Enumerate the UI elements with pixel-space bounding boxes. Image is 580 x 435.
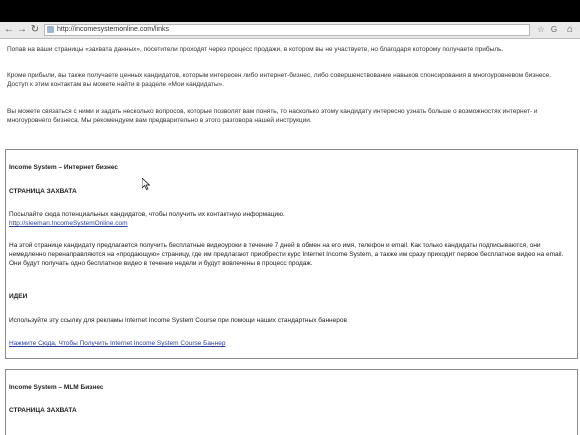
site-icon [47, 26, 54, 33]
back-button[interactable]: ← [4, 24, 14, 35]
capture-description: На этой странице кандидату предлагается получить бесплатные видеоуроки в течение 7 дней в обмен на его имя, телефон и email. Как только кандидаты подписываются, они немедленно перенаправляются на «продающую» страницу, где им предлагают приобрести курс Internet Income System, а также им сразу приходит первое бесплатное видео на email. Они будут получать одно бесплатное видео в течение недели и будут вовлечены в процесс продаж. [9, 242, 564, 267]
capture-text: Посылайте сюда потенциальных кандидатов, чтобы получить их контактную информацию. [9, 211, 285, 218]
income-system-internet-card [5, 149, 578, 359]
capture-heading: СТРАНИЦА ЗАХВАТА [9, 407, 77, 414]
google-icon[interactable]: G [550, 25, 558, 34]
capture-link[interactable]: http://sleeman.IncomeSystemOnline.com [9, 220, 128, 227]
income-system-mlm-card [5, 369, 578, 435]
star-icon[interactable]: ☆ [537, 25, 545, 34]
intro-paragraph-3: Вы можете связаться с ними и задать несколько вопросов, которые позволят вам понять, то насколько этому кандидату интересно узнать больше о возможностях интернет- и многоуровнего бизнеса. Мы рекомендуем вам предварительно в этого разговора нашей инструкции. [7, 108, 538, 124]
banner-link[interactable]: Нажмите Сюда, Чтобы Получить Internet Income System Course Баннер [9, 340, 226, 347]
web-page [0, 39, 580, 435]
home-button[interactable]: ⌂ [566, 24, 574, 35]
address-bar[interactable] [44, 24, 530, 36]
capture-heading: СТРАНИЦА ЗАХВАТА [9, 188, 77, 195]
card-title: Income System – Интернет бизнес [9, 164, 119, 171]
intro-paragraph-1: Попав на ваши страницы «захвата данных», посетители проходят через процесс продажи, в котором вы не участвуете, но благодаря которому получаете прибыль. [7, 46, 504, 53]
mouse-pointer-icon [142, 178, 150, 190]
ideas-heading: ИДЕИ [9, 293, 28, 300]
reload-button[interactable]: ↻ [30, 24, 40, 35]
ideas-text: Используйте эту ссылку для рекламы Internet Income System Course при помощи наших стандартных баннеров [9, 317, 347, 324]
intro-paragraph-2: Кроме прибыли, вы также получаете ценных кандидатов, которым интересен либо интернет-бизнес, либо совершенствование навыков спонсирования в многоуровневом бизнесе. Доступ к этим контактам вы можете найти в разделе «Мои кандидаты». [7, 72, 552, 88]
browser-toolbar [0, 22, 580, 39]
card-title: Income System – MLM Бизнес [9, 384, 104, 391]
forward-button[interactable]: → [17, 24, 27, 35]
address-url: http://incomesystemonline.com/links [57, 26, 170, 33]
